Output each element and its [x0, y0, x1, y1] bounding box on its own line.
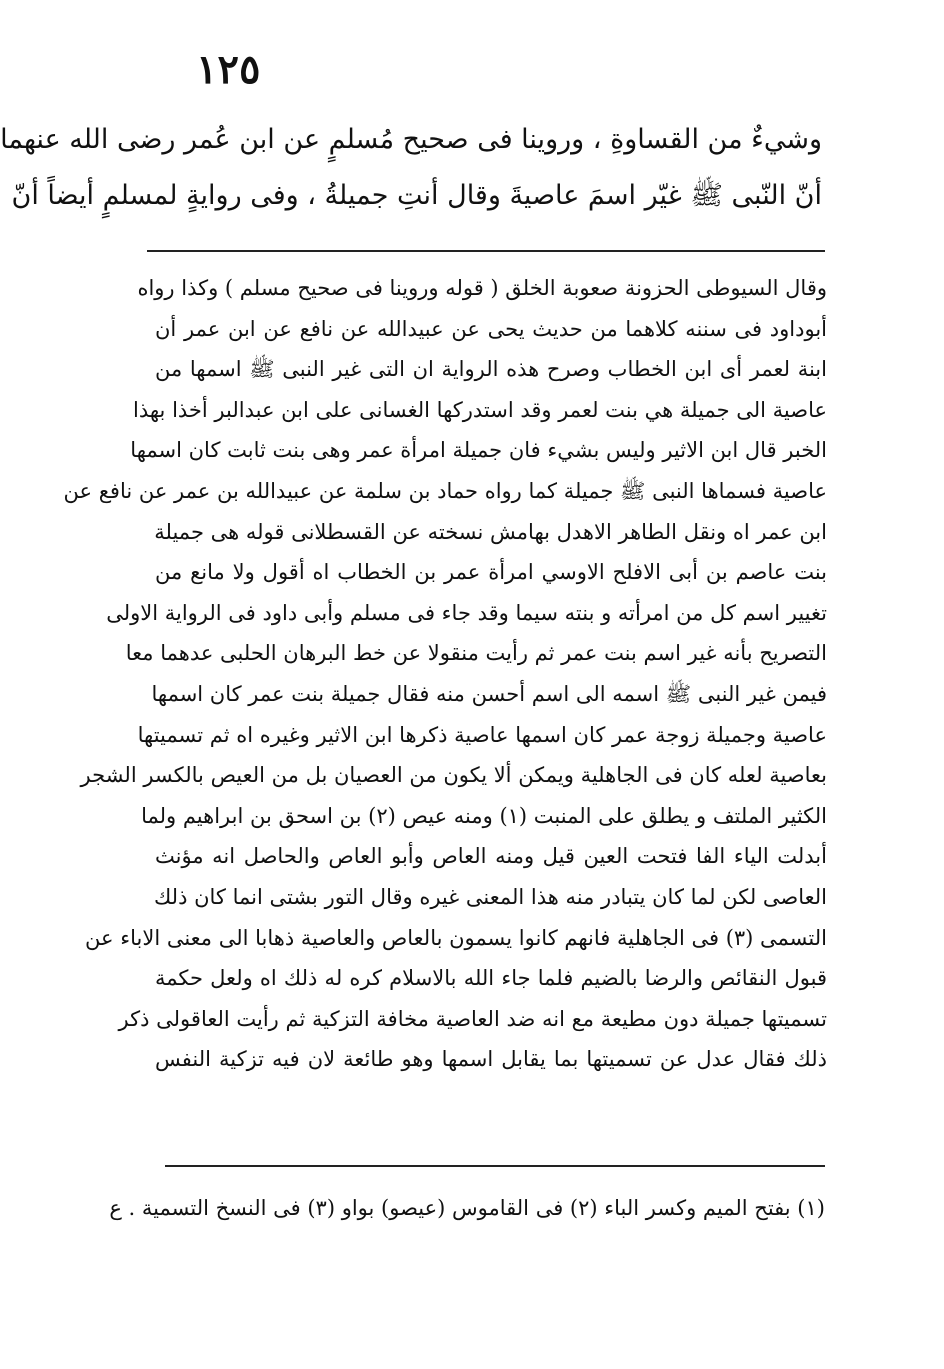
commentary-line: ابنة لعمر أى ابن الخطاب وصرح هذه الرواية ان التى غير النبى ﷺ اسمها من: [155, 357, 827, 382]
commentary-line: بنت عاصم بن أبى الافلح الاوسي امرأة عمر بن الخطاب اه أقول ولا مانع من: [155, 560, 827, 585]
footnote-divider: [165, 1165, 825, 1167]
commentary-line: قبول النقائص والرضا بالضيم فلما جاء الله بالاسلام كره له ذلك اه ولعل حكمة: [155, 966, 828, 991]
page-number: ١٢٥: [196, 46, 261, 93]
commentary-line: عاصية الى جميلة هي بنت لعمر وقد استدركها الغسانى على ابن عبدالبر أخذا بهذا: [133, 397, 827, 422]
commentary-line: التصريح بأنه غير اسم بنت عمر ثم رأيت منقولا عن خط البرهان الحلبى عدهما معا: [125, 641, 827, 666]
commentary-line: وقال السيوطى الحزونة صعوبة الخلق ( قوله وروينا فى صحيح مسلم ) وكذا رواه: [137, 276, 827, 300]
commentary-line: ذلك فقال عدل عن تسميتها بما يقابل اسمها وهو طائعة لان فيه تزكية النفس: [155, 1047, 827, 1072]
main-text-line: وشيءٌ من القساوةِ ، وروينا فى صحيح مُسلمٍ عن ابن عُمر رضى الله عنهما: [0, 124, 822, 155]
commentary-line: التسمى (٣) فى الجاهلية فانهم كانوا يسمون بالعاص والعاصية ذهابا الى معنى الاباء عن: [85, 925, 827, 950]
commentary-line: الكثير الملتف و يطلق على المنبت (١) ومنه عيص (٢) بن اسحق بن ابراهيم ولما: [141, 803, 827, 828]
commentary-line: الخبر قال ابن الاثير وليس بشيء فان جميلة امرأة عمر وهى بنت ثابت كان اسمها: [130, 438, 827, 463]
top-divider: [147, 250, 825, 252]
commentary-line: عاصية فسماها النبى ﷺ جميلة كما رواه حماد بن سلمة عن عبيدالله بن عمر عن نافع عن: [63, 478, 827, 503]
commentary-line: تسميتها جميلة دون مطيعة مع انه ضد العاصية مخافة التزكية ثم رأيت العاقولى ذكر: [118, 1006, 827, 1031]
commentary-line: أبوداود فى سننه كلاهما من حديث يحى عن عبيدالله عن نافع عن ابن عمر أن: [155, 316, 827, 341]
footnotes: (١) بفتح الميم وكسر الباء (٢) فى القاموس (عيصو) بواو (٣) فى النسخ التسمية . ع: [109, 1196, 825, 1220]
main-text-block: [0, 112, 822, 224]
commentary-line: العاصى لكن لما كان يتبادر منه هذا المعنى غيره وقال التور بشتى انما كان ذلك: [153, 884, 827, 909]
commentary-line: فيمن غير النبى ﷺ اسمه الى اسم أحسن منه فقال جميلة بنت عمر كان اسمها: [151, 681, 827, 706]
commentary-line: بعاصية لعله كان فى الجاهلية ويمكن ألا يكون من العصيان بل من العيص بالكسر الشجر: [80, 763, 827, 788]
main-text-line: أنّ النّبى ﷺ غيّر اسمَ عاصيةَ وقال أنتِ جميلةُ ، وفى روايةٍ لمسلمٍ أيضاً أنّ: [11, 180, 822, 211]
commentary-line: ابن عمر اه ونقل الطاهر الاهدل بهامش نسخته عن القسطلانى قوله هى جميلة: [154, 519, 827, 544]
commentary-line: أبدلت الياء الفا فتحت العين قيل ومنه العاص وأبو العاص والحاصل انه مؤنث: [155, 844, 827, 869]
commentary-line: عاصية وجميلة زوجة عمر كان اسمها عاصية ذكرها ابن الاثير وغيره اه ثم تسميتها: [137, 722, 827, 747]
commentary-block: [63, 268, 828, 1080]
commentary-line: تغيير اسم كل من امرأته و بنته سيما وقد جاء فى مسلم وأبى داود فى الرواية الاولى: [106, 600, 827, 625]
